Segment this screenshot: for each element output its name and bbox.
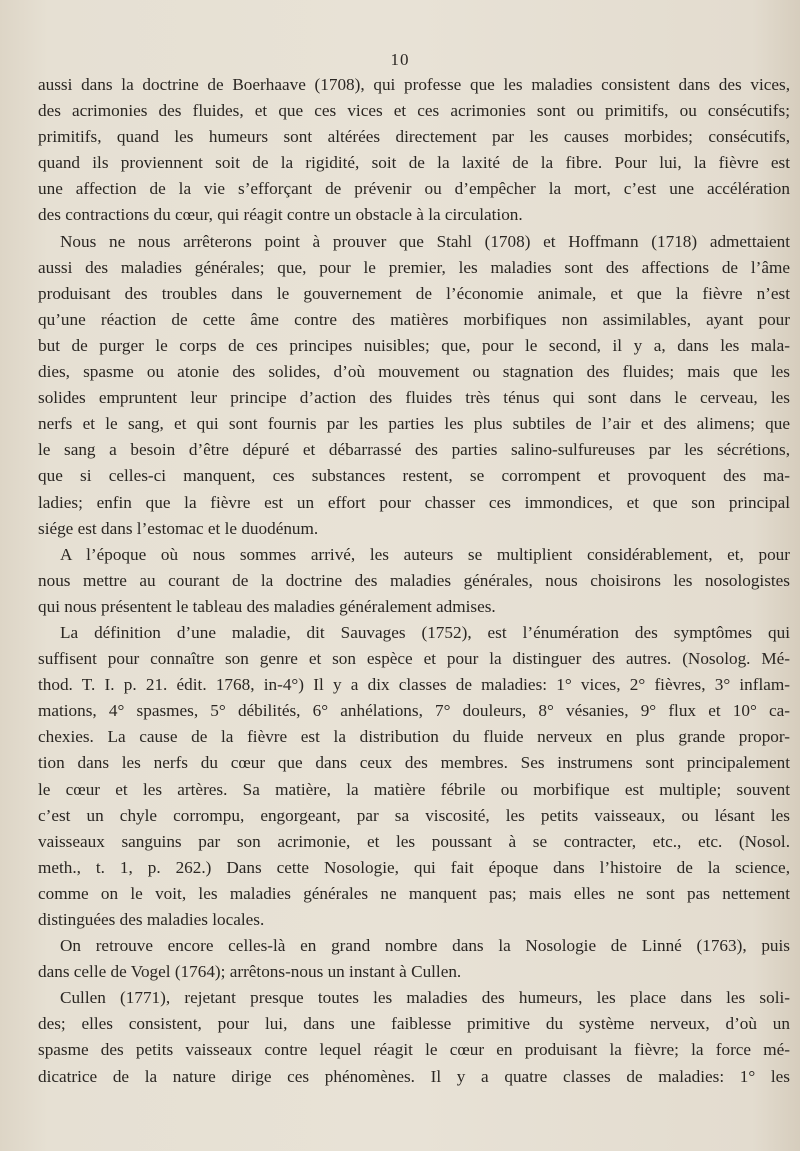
text-line: chexies. La cause de la fièvre est la distribution du fluide nerveux en plus grande propor- (38, 727, 790, 747)
page-number: 10 (390, 50, 410, 69)
text-line: comme on le voit, les maladies générales ne manquent pas; mais elles ne sont pas nettement (38, 883, 790, 903)
text-line: des contractions du cœur, qui réagit contre un obstacle à la circulation. (38, 205, 523, 225)
text-line: solides empruntent leur principe d’action des fluides très ténus qui sont dans le cerveau, les (38, 388, 790, 408)
text-line: que si celles-ci manquent, ces substances restent, se corrompent et provoquent des ma- (38, 466, 790, 486)
text-line: qui nous présentent le tableau des maladies généralement admises. (38, 596, 496, 616)
text-line: La définition d’une maladie, dit Sauvages (1752), est l’énumération des symptômes qui (60, 622, 790, 642)
text-line: tion dans les nerfs du cœur que dans ceux des membres. Ses instrumens sont principalement (38, 753, 790, 773)
text-line: dicatrice de la nature dirige ces phénomènes. Il y a quatre classes de maladies: 1° les (38, 1066, 790, 1086)
text-line: dies, spasme ou atonie des solides, d’où mouvement ou stagnation des fluides; mais que les (38, 362, 790, 382)
text-line: spasme des petits vaisseaux contre lequel réagit le cœur en produisant la fièvre; la force mé- (38, 1040, 790, 1060)
text-line: produisant des troubles dans le gouvernement de l’économie animale, et que la fièvre n’est (38, 283, 790, 303)
text-line: meth., t. 1, p. 262.) Dans cette Nosologie, qui fait époque dans l’histoire de la science, (38, 857, 790, 877)
text-line: Nous ne nous arrêterons point à prouver que Stahl (1708) et Hoffmann (1718) admettaient (60, 231, 790, 251)
text-line: quand ils proviennent soit de la rigidité, soit de la laxité de la fibre. Pour lui, la fièvre est (38, 153, 790, 173)
text-line: mations, 4° spasmes, 5° débilités, 6° anhélations, 7° douleurs, 8° vésanies, 9° flux et 10° ca- (38, 701, 790, 721)
text-line: On retrouve encore celles-là en grand nombre dans la Nosologie de Linné (1763), puis (60, 936, 790, 956)
text-line: nerfs et le sang, et qui sont fournis par les parties les plus subtiles de l’air et des alimens; que (38, 414, 790, 434)
text-line: dans celle de Vogel (1764); arrêtons-nous un instant à Cullen. (38, 962, 462, 982)
text-line: le sang a besoin d’être dépuré et débarrassé des parties salino-sulfureuses par les sécrétions, (38, 440, 790, 460)
text-line: ladies; enfin que la fièvre est un effort pour chasser ces immondices, et que son principal (38, 492, 790, 512)
text-line: thod. T. I. p. 21. édit. 1768, in-4°) Il y a dix classes de maladies: 1° vices, 2° fièvres, 3° inflam- (38, 675, 790, 695)
text-line: distinguées des maladies locales. (38, 910, 265, 929)
text-line: siége est dans l’estomac et le duodénum. (38, 518, 319, 538)
text-line: vaisseaux sanguins par son acrimonie, et les poussant à se contracter, etc., etc. (Nosol. (38, 831, 790, 851)
text-line: suffisent pour connaître son genre et son espèce et pour la distinguer des autres. (Nosolog. Mé- (38, 649, 790, 669)
text-line: nous mettre au courant de la doctrine des maladies générales, nous choisirons les nosologistes (38, 570, 790, 590)
text-line: aussi dans la doctrine de Boerhaave (1708), qui professe que les maladies consistent dans des vices, (38, 75, 790, 94)
text-line: le cœur et les artères. Sa matière, la matière fébrile ou morbifique est multiple; souvent (38, 779, 790, 799)
body-text (38, 72, 790, 1090)
text-line: aussi des maladies générales; que, pour le premier, les maladies sont des affections de l’âme (38, 257, 790, 277)
text-line: des; elles consistent, pour lui, dans une faiblesse primitive du système nerveux, d’où un (38, 1014, 790, 1034)
text-line: primitifs, quand les humeurs sont altérées directement par les causes morbides; consécutifs, (38, 127, 790, 147)
text-line: c’est un chyle corrompu, engorgeant, par sa viscosité, les petits vaisseaux, ou lésant les (38, 805, 790, 825)
text-line: but de purger le corps de ces principes nuisibles; que, pour le second, il y a, dans les mala- (38, 335, 790, 355)
text-line: des acrimonies des fluides, et que ces vices et ces acrimonies sont ou primitifs, ou consécutifs; (38, 101, 790, 121)
text-line: qu’une réaction de cette âme contre des matières morbifiques non assimilables, ayant pour (38, 309, 790, 329)
text-line: A l’époque où nous sommes arrivé, les auteurs se multiplient considérablement, et, pour (60, 544, 790, 564)
text-line: Cullen (1771), rejetant presque toutes les maladies des humeurs, les place dans les soli- (60, 988, 790, 1008)
text-line: une affection de la vie s’efforçant de prévenir ou d’empêcher la mort, c’est une accélération (38, 179, 790, 199)
